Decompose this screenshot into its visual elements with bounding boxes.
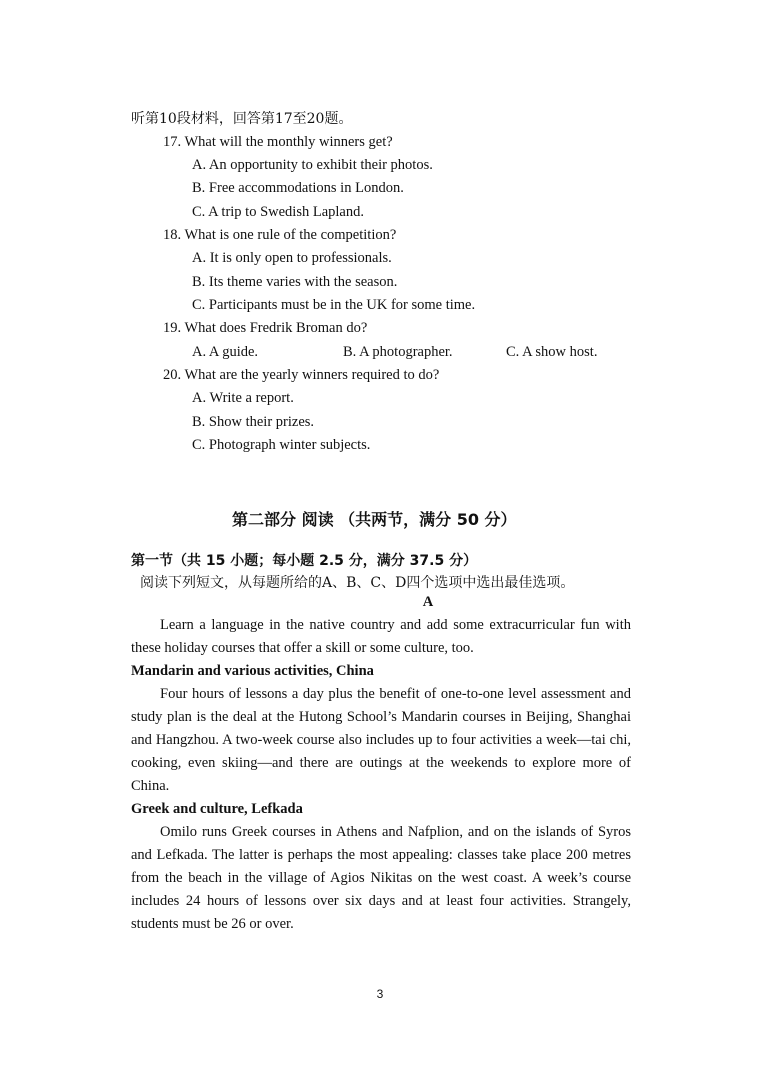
- course-heading-greek: Greek and culture, Lefkada: [131, 801, 303, 817]
- question-18: 18. What is one rule of the competition?: [163, 227, 397, 243]
- page-number: 3: [376, 987, 384, 1001]
- question-17: 17. What will the monthly winners get?: [163, 134, 393, 150]
- listening-intro: 听第10段材料，回答第17至20题。: [131, 111, 353, 127]
- section-one-heading: 第一节（共 15 小题；每小题 2.5 分，满分 37.5 分）: [131, 553, 478, 569]
- q19-option-a: A. A guide.: [192, 344, 259, 360]
- reading-instruction: 阅读下列短文，从每题所给的A、B、C、D四个选项中选出最佳选项。: [140, 575, 575, 591]
- passage-label: A: [422, 594, 434, 610]
- q20-option-c: C. Photograph winter subjects.: [192, 437, 371, 453]
- q17-option-b: B. Free accommodations in London.: [192, 180, 404, 196]
- question-19: 19. What does Fredrik Broman do?: [163, 320, 368, 336]
- part-two-title: 第二部分 阅读 （共两节，满分 50 分）: [232, 510, 517, 529]
- q18-option-c: C. Participants must be in the UK for some time.: [192, 297, 476, 313]
- course-heading-china: Mandarin and various activities, China: [131, 663, 374, 679]
- q18-option-a: A. It is only open to professionals.: [192, 250, 392, 266]
- course-body-greek: Omilo runs Greek courses in Athens and Nafplion, and on the islands of Syros and Lefkada. The latter is perhaps the most appealing: classes take place 200 metres from the beach in the village of Agios Nikitas on the west coast. A week’s course includes 24 hours of lessons over six days and at least four activities. Strangely, students must be 26 or over.: [131, 824, 631, 932]
- question-20: 20. What are the yearly winners required to do?: [163, 367, 440, 383]
- q17-option-c: C. A trip to Swedish Lapland.: [192, 204, 364, 220]
- q18-option-b: B. Its theme varies with the season.: [192, 274, 398, 290]
- q19-option-c: C. A show host.: [506, 344, 598, 360]
- q17-option-a: A. An opportunity to exhibit their photos.: [192, 157, 433, 173]
- q20-option-a: A. Write a report.: [192, 390, 294, 406]
- q20-option-b: B. Show their prizes.: [192, 414, 315, 430]
- passage-intro: Learn a language in the native country and add some extracurricular fun with these holiday courses that offer a skill or some culture, too.: [131, 617, 631, 656]
- passage-a: [131, 614, 631, 936]
- q19-option-b: B. A photographer.: [343, 344, 453, 360]
- course-body-china: Four hours of lessons a day plus the benefit of one-to-one level assessment and study plan is the deal at the Hutong School’s Mandarin courses in Beijing, Shanghai and Hangzhou. A two-week course also includes up to four activities a week—tai chi, cooking, even skiing—and there are outings at the weekends to explore more of China.: [131, 686, 631, 794]
